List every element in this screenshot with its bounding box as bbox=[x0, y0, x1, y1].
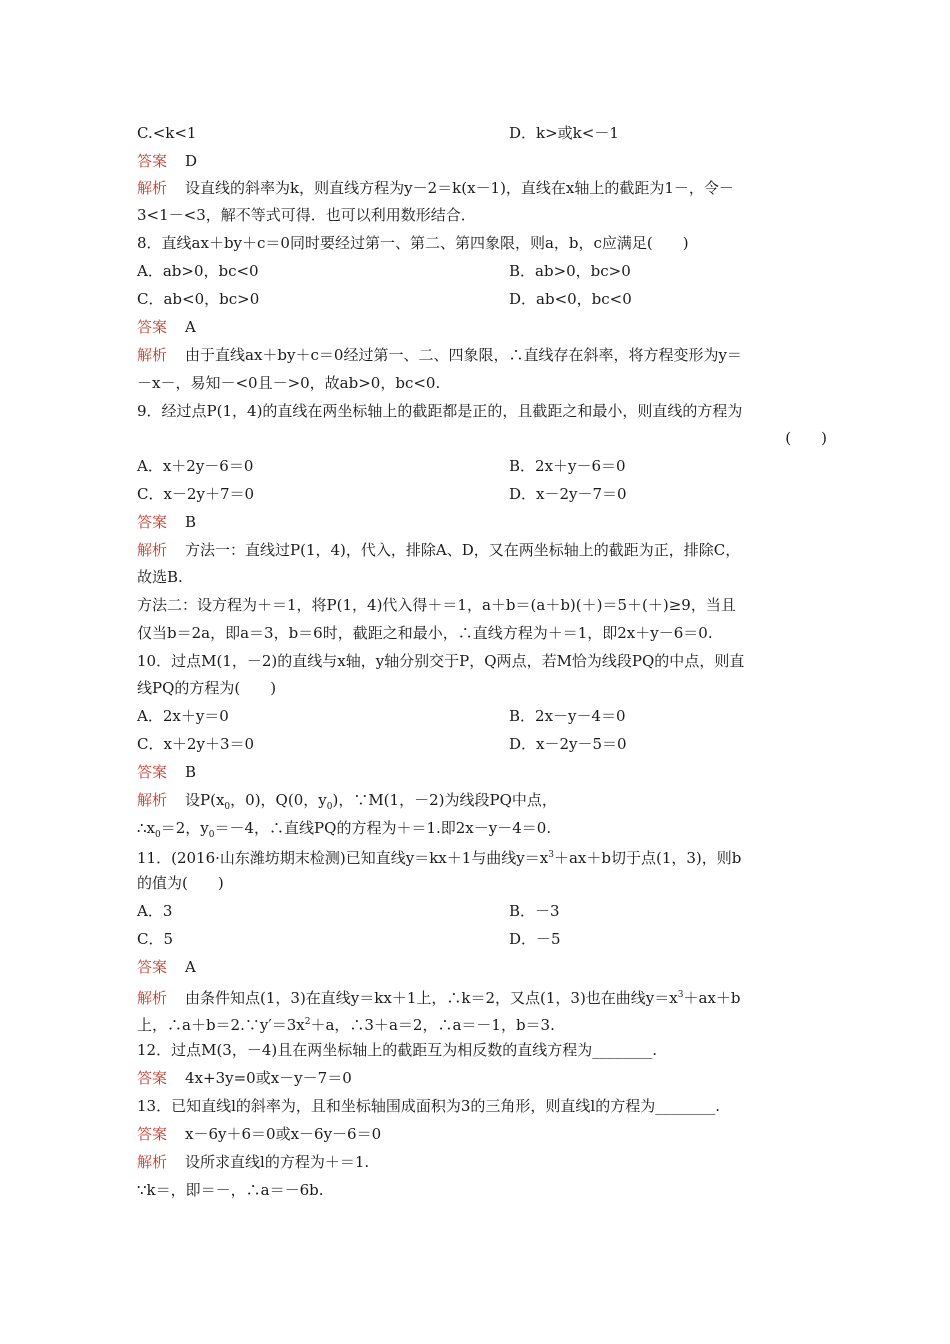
q13-stem: 13．已知直线l的斜率为，且和坐标轴围成面积为3的三角形，则直线l的方程为________. bbox=[137, 1097, 720, 1115]
q9-stem: 9．经过点P(1，4)的直线在两坐标轴上的截距都是正的，且截距之和最小，则直线的方程为 bbox=[137, 402, 743, 420]
analysis-label: 解析 bbox=[137, 179, 168, 197]
q9-analysis-cont: 故选B. bbox=[137, 568, 183, 586]
answer-label: 答案 bbox=[137, 763, 168, 781]
analysis-text: 方法一：直线过P(1，4)，代入，排除A、D，又在两坐标轴上的截距为正，排除C， bbox=[185, 541, 741, 559]
subscript: 0 bbox=[155, 830, 161, 840]
analysis-text: 由条件知点(1，3)在直线y＝kx＋1上，∴k＝2，又点(1，3)也在曲线y＝x bbox=[185, 989, 678, 1007]
subscript: 0 bbox=[208, 830, 215, 840]
superscript: 2 bbox=[304, 1017, 311, 1027]
analysis-label: 解析 bbox=[137, 1153, 168, 1171]
q10-stem-cont: 线PQ的方程为( ) bbox=[137, 679, 277, 697]
q10-stem: 10．过点M(1，－2)的直线与x轴，y轴分别交于P，Q两点，若M恰为线段PQ的中点，则直 bbox=[137, 652, 745, 670]
q13-analysis-cont: ∵k＝，即＝－，∴a＝－6b. bbox=[137, 1181, 324, 1199]
answer-value: x－6y＋6＝0或x－6y－6＝0 bbox=[185, 1125, 382, 1143]
q9-option-a: A．x＋2y－6＝0 bbox=[137, 457, 254, 475]
q9-method2: 方法二：设方程为＋＝1，将P(1，4)代入得＋＝1，a＋b＝(a＋b)(＋)＝5＋(＋)≥9，当且 bbox=[137, 596, 736, 614]
subscript: 0 bbox=[224, 802, 231, 812]
q11-option-d: D．－5 bbox=[509, 930, 561, 948]
analysis-text: 设P(x bbox=[185, 791, 225, 809]
analysis-text: ＝－4，∴直线PQ的方程为＋＝1.即2x－y－4＝0. bbox=[214, 819, 552, 837]
q9-analysis bbox=[137, 540, 827, 560]
analysis-text: 设直线的斜率为k，则直线方程为y－2＝k(x－1)，直线在x轴上的截距为1－，令－ bbox=[185, 179, 734, 197]
q11-stem bbox=[137, 845, 827, 868]
q9-option-b: B．2x＋y－6＝0 bbox=[509, 457, 626, 475]
q10-option-a: A．2x＋y＝0 bbox=[137, 707, 229, 725]
q8-options-cd bbox=[137, 289, 827, 309]
q8-option-a: A．ab>0，bc<0 bbox=[137, 262, 259, 280]
q7-analysis bbox=[137, 178, 827, 198]
stem-text: 11．(2016·山东潍坊期末检测)已知直线y＝kx＋1与曲线y＝x bbox=[137, 849, 549, 867]
answer-value: 4x+3y=0或x－y－7＝0 bbox=[185, 1069, 352, 1087]
answer-label: 答案 bbox=[137, 318, 168, 336]
analysis-label: 解析 bbox=[137, 989, 168, 1007]
q11-option-c: C．5 bbox=[137, 930, 174, 948]
q13-analysis bbox=[137, 1152, 827, 1172]
q8-stem: 8．直线ax＋by＋c＝0同时要经过第一、第二、第四象限，则a，b，c应满足( ) bbox=[137, 234, 689, 252]
q11-options-cd bbox=[137, 929, 827, 949]
analysis-text: 设所求直线l的方程为＋＝1. bbox=[185, 1153, 370, 1171]
analysis-label: 解析 bbox=[137, 541, 168, 559]
q8-analysis-cont: －x－，易知－<0且－>0，故ab>0，bc<0. bbox=[137, 374, 441, 392]
q9-stem-paren: ( ) bbox=[785, 429, 827, 447]
q9-method2-cont: 仅当b＝2a，即a＝3，b＝6时，截距之和最小，∴直线方程为＋＝1，即2x＋y－6＝0. bbox=[137, 624, 713, 642]
q10-options-cd bbox=[137, 734, 827, 754]
q8-options-ab bbox=[137, 261, 827, 281]
analysis-label: 解析 bbox=[137, 346, 168, 364]
q11-answer bbox=[137, 957, 827, 977]
answer-value: D bbox=[185, 152, 198, 170]
q9-options-cd bbox=[137, 484, 827, 504]
q10-option-b: B．2x－y－4＝0 bbox=[509, 707, 626, 725]
q10-analysis bbox=[137, 790, 827, 817]
q7-option-d: D．k>或k<－1 bbox=[509, 124, 619, 142]
q8-analysis bbox=[137, 345, 827, 365]
q9-answer bbox=[137, 512, 827, 532]
q8-option-c: C．ab<0，bc>0 bbox=[137, 290, 260, 308]
q7-options-cd bbox=[137, 123, 827, 143]
q10-option-d: D．x－2y－5＝0 bbox=[509, 735, 627, 753]
q11-options-ab bbox=[137, 901, 827, 921]
q11-stem-cont: 的值为( ) bbox=[137, 874, 224, 892]
subscript: 0 bbox=[326, 802, 333, 812]
q10-option-c: C．x＋2y＋3＝0 bbox=[137, 735, 255, 753]
stem-text: ＋ax＋b切于点(1，3)，则b bbox=[553, 849, 742, 867]
q8-answer bbox=[137, 317, 827, 337]
superscript: 3 bbox=[677, 990, 684, 1000]
analysis-text: ，0)，Q(0，y bbox=[230, 791, 327, 809]
answer-value: A bbox=[185, 318, 196, 336]
q11-option-b: B．－3 bbox=[509, 902, 560, 920]
q11-analysis-cont bbox=[137, 1012, 827, 1035]
q12-answer bbox=[137, 1068, 827, 1088]
analysis-label: 解析 bbox=[137, 791, 168, 809]
answer-label: 答案 bbox=[137, 513, 168, 531]
answer-value: A bbox=[185, 958, 196, 976]
answer-value: B bbox=[185, 763, 197, 781]
answer-label: 答案 bbox=[137, 152, 168, 170]
analysis-text: ＋ax＋b bbox=[683, 989, 741, 1007]
q9-options-ab bbox=[137, 456, 827, 476]
q9-option-d: D．x－2y－7＝0 bbox=[509, 485, 627, 503]
q7-analysis-cont: 3<1－<3，解不等式可得．也可以利用数形结合． bbox=[137, 206, 476, 224]
q12-stem: 12．过点M(3，－4)且在两坐标轴上的截距互为相反数的直线方程为________. bbox=[137, 1041, 658, 1059]
answer-value: B bbox=[185, 513, 197, 531]
q10-analysis-cont bbox=[137, 818, 827, 845]
answer-label: 答案 bbox=[137, 1069, 168, 1087]
analysis-text: )，∵M(1，－2)为线段PQ中点， bbox=[332, 791, 557, 809]
q7-answer bbox=[137, 151, 827, 171]
analysis-text: ∴x bbox=[137, 819, 156, 837]
q8-option-b: B．ab>0，bc>0 bbox=[509, 262, 631, 280]
q9-option-c: C．x－2y＋7＝0 bbox=[137, 485, 255, 503]
answer-label: 答案 bbox=[137, 1125, 168, 1143]
analysis-text: 由于直线ax＋by＋c＝0经过第一、二、四象限，∴直线存在斜率，将方程变形为y＝ bbox=[185, 346, 742, 364]
q7-option-c: C.<k<1 bbox=[137, 124, 197, 142]
answer-label: 答案 bbox=[137, 958, 168, 976]
q11-option-a: A．3 bbox=[137, 902, 173, 920]
q8-option-d: D．ab<0，bc<0 bbox=[509, 290, 632, 308]
q11-analysis bbox=[137, 985, 827, 1008]
q10-options-ab bbox=[137, 706, 827, 726]
analysis-text: ＝2，y bbox=[160, 819, 209, 837]
superscript: 3 bbox=[548, 850, 554, 860]
q10-answer bbox=[137, 762, 827, 782]
analysis-text: ＋a，∴3＋a＝2，∴a＝－1，b＝3. bbox=[310, 1016, 555, 1034]
q13-answer bbox=[137, 1124, 827, 1144]
analysis-text: 上，∴a＋b＝2.∵y′＝3x bbox=[137, 1016, 305, 1034]
